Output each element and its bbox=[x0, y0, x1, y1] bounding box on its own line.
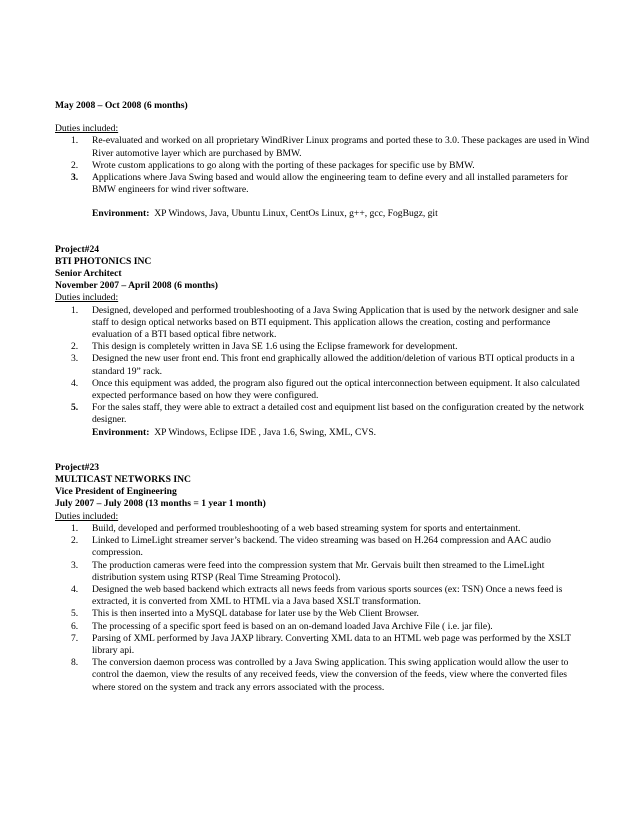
section3-company: MULTICAST NETWORKS INC bbox=[55, 474, 191, 486]
list-item: 3. Designed the new user front end. This front end graphically allowed the addition/deletion of various BTI optical products in a standard 19” rack. bbox=[71, 353, 575, 377]
list-item: 6. The processing of a specific sport feed is based on an on-demand loaded Java Archive File ( i.e. jar file). bbox=[71, 620, 493, 632]
section3-duties-label: Duties included: bbox=[55, 510, 119, 522]
resume-page bbox=[55, 100, 590, 694]
list-item: 2. Linked to LimeLight streamer server’s backend. The video streaming was based on H.264 compression and AAC audio compression. bbox=[71, 535, 551, 559]
list-item: 3. The production cameras were feed into the compression system that Mr. Gervais built then streamed to the LimeLight distribution system using RTSP (Real Time Streaming Protocol). bbox=[71, 559, 545, 583]
section3-role: Vice President of Engineering bbox=[55, 486, 177, 498]
section-multicast-networks bbox=[55, 462, 590, 694]
section-bmw bbox=[55, 100, 590, 221]
section2-date: November 2007 – April 2008 (6 months) bbox=[55, 280, 218, 292]
list-item: 3. Applications where Java Swing based and would allow the engineering team to define every and all installed parameters for BMW engineers for wind river software. bbox=[71, 172, 568, 196]
section1-environment: Environment: XP Windows, Java, Ubuntu Linux, CentOs Linux, g++, gcc, FogBugz, git bbox=[92, 208, 438, 220]
list-item: 5. For the sales staff, they were able to extract a detailed cost and equipment list based on the configuration created by the network designer. bbox=[71, 402, 584, 426]
list-item: 4. Once this equipment was added, the program also figured out the optical interconnection between equipment. It also calculated expected performance based on how they were configured. bbox=[71, 377, 580, 402]
section2-company: BTI PHOTONICS INC bbox=[55, 255, 152, 267]
section3-duties-list bbox=[55, 523, 590, 694]
list-item: 7. Parsing of XML performed by Java JAXP library. Converting XML data to an HTML web page was performed by the XSLT library api. bbox=[71, 632, 571, 656]
section2-environment: Environment: XP Windows, Eclipse IDE , Java 1.6, Swing, XML, CVS. bbox=[92, 426, 377, 438]
section2-project: Project#24 bbox=[55, 243, 100, 255]
list-item: 1. Build, developed and performed troubleshooting of a web based streaming system for sports and entertainment. bbox=[71, 522, 521, 534]
list-item: 1. Designed, developed and performed troubleshooting of a Java Swing Application that is used by the network designer and sale staff to design optical networks based on BTI equipment. This application allows the creation, costing and performance evaluation of a BTI based optical fibre network. bbox=[71, 304, 579, 341]
section2-duties-label: Duties included: bbox=[55, 292, 119, 304]
list-item: 4. Designed the web based backend which extracts all news feeds from various sports sources (ex: TSN) Once a news feed is extracted, it is converted from XML to HTML via a Java based XSLT transformation. bbox=[71, 583, 563, 608]
section1-date: May 2008 – Oct 2008 (6 months) bbox=[55, 100, 188, 111]
list-item: 5. This is then inserted into a MySQL database for later use by the Web Client Browser. bbox=[71, 608, 419, 620]
list-item: 1. Re-evaluated and worked on all proprietary WindRiver Linux programs and ported these to 3.0. These packages are used in Wind River automotive layer which are purchased by BMW. bbox=[71, 135, 590, 159]
section2-role: Senior Architect bbox=[55, 268, 122, 280]
section3-project: Project#23 bbox=[55, 461, 100, 473]
section3-date: July 2007 – July 2008 (13 months = 1 year 1 month) bbox=[55, 498, 266, 510]
list-item: 2. Wrote custom applications to go along with the porting of these packages for specific use by BMW. bbox=[71, 159, 475, 171]
section1-duties-label: Duties included: bbox=[55, 123, 119, 135]
list-item: 2. This design is completely written in Java SE 1.6 using the Eclipse framework for development. bbox=[71, 341, 458, 353]
list-item: 8. The conversion daemon process was controlled by a Java Swing application. This swing application would allow the user to control the daemon, view the results of any received feeds, view the conversion of the feeds, view where the converted files where stored on the system and track any errors associated with the process. bbox=[71, 657, 569, 693]
section2-duties-list bbox=[55, 305, 590, 427]
section-bti-photonics bbox=[55, 244, 590, 439]
section1-duties-list bbox=[55, 135, 590, 196]
